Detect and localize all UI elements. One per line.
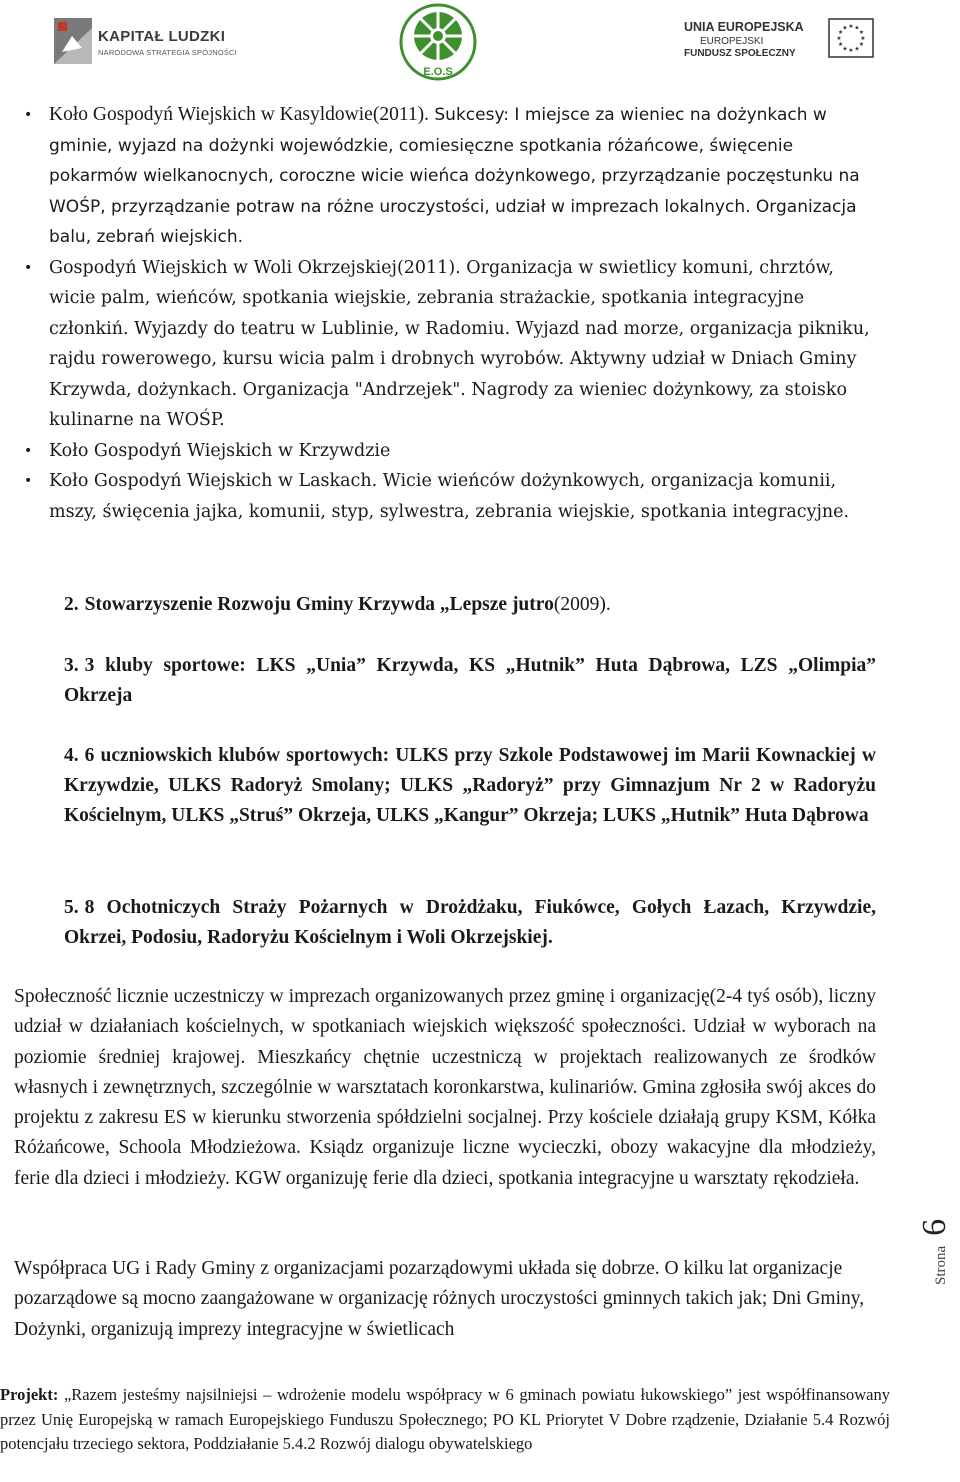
item-number: 3. [64,655,79,676]
svg-text:★: ★ [854,45,860,53]
document-body [0,100,960,527]
list-item-text: Wicie wieńców dożynkowych, organizacja komunii, mszy, święcenia jajka, komunii, styp, sylwestra, zebrania wiejskie, spotkania integracyjne. [49,471,850,522]
footer-text: „Razem jesteśmy najsilniejsi – wdrożenie modelu współpracy w 6 gminach powiatu łukowskiego” jest współfinansowany przez Unię Europejską w ramach Europejskiego Funduszu Społecznego; PO KL Priorytet V Dobre rządzenie, Działanie 5.4 Rozwój potencjału trzeciego sektora, Poddziałanie 5.4.2 Rozwój dialogu obywatelskiego [0,1385,890,1454]
list-item [0,253,960,436]
project-footer [0,1383,890,1457]
eu-logo [680,20,880,70]
item-text: 6 uczniowskich klubów sportowych: ULKS przy Szkole Podstawowej im Marii Kownackiej w Krzywdzie, ULKS Radoryż Smolany; ULKS „Radoryż” przy Gimnazjum Nr 2 w Radoryżu Kościelnym, ULKS „Struś” Okrzeja, ULKS „Kangur” Okrzeja; LUKS „Hutnik” Huta Dąbrowa [64,745,876,826]
item-text: 3 kluby sportowe: LKS „Unia” Krzywda, KS „Hutnik” Huta Dąbrowa, LZS „Olimpia” Okrzeja [64,655,876,706]
paragraph-community: Społeczność licznie uczestniczy w imprezach organizowanych przez gminę i organizację(2-4 tyś osób), liczny udział w działaniach kościelnych, w spotkaniach wiejskich większość społeczności. Udział w wyborach na poziomie średniej krajowej. Mieszkańcy chętnie uczestniczą w projektach realizowanych ze środków własnych i zewnętrznych, szczególnie w warsztatach koronkarstwa, kulinariów. Gmina zgłosiła swój akces do projektu z zakresu ES w kierunku stworzenia spółdzielni socjalnej. Przy kościele działają grupy KSM, Kółka Różańcowe, Schoola Młodzieżowa. Ksiądz organizuje liczne wycieczki, obozy wakacyjne dla młodzieży, ferie dla dzieci i młodzieży. KGW organizuję ferie dla dzieci, spotkania integracyjne u warsztaty rękodzieła. [14,986,876,1189]
item-number: 2. [64,594,79,615]
list-item [0,466,960,527]
svg-text:★: ★ [836,35,842,42]
eos-logo [398,2,478,82]
page-number-label: Strona [933,1245,949,1285]
numbered-item-4 [64,741,876,831]
list-item-text: Organizacja w swietlicy komuni, chrztów, wicie palm, wieńców, spotkania wiejskie, zebrania strażackie, spotkania integracyjne członkiń. Wyjazdy do teatru w Lublinie, w Radomiu. Wyjazd nad morze, organizacja pikniku, rajdu rowerowego, kursu wicia palm i drobnych wyrobów. Aktywny udział w Dniach Gminy Krzywda, dożynkach. Organizacja "Andrzejek". Nagrody za wieniec dożynkowy, za stoisko kulinarne na WOŚP. [49,257,870,430]
list-item-lead: Koło Gospodyń Wiejskich w Laskach. [49,471,378,491]
page-number-value: 6 [916,1218,953,1236]
svg-text:★: ★ [860,35,866,42]
item-number: 5. [64,897,79,918]
svg-text:★: ★ [858,41,865,48]
svg-text:★: ★ [842,24,848,32]
eu-logo-line2: EUROPEJSKI [700,36,764,47]
svg-text:★: ★ [848,23,854,30]
kapital-ludzki-logo [50,14,250,70]
eu-logo-line1: UNIA EUROPEJSKA [684,20,804,34]
list-item-text: Sukcesy: I miejsce za wieniec na dożynkach w gminie, wyjazd na dożynki wojewódzkie, comiesięczne spotkania różańcowe, święcenie pokarmów wielkanocnych, coroczne wicie wieńca dożynkowego, przyrządzanie poczęstunku na WOŚP, przyrządzanie potraw na różne uroczystości, udział w imprezach lokalnych. Organizacja balu, zebrań wiejskich. [49,105,860,247]
list-item-lead: Gospodyń Wiejskich w Woli Okrzejskiej(2011). [49,257,461,278]
numbered-item-2 [64,590,876,620]
svg-text:★: ★ [837,29,844,36]
kapital-ludzki-subtitle: NARODOWA STRATEGIA SPÓJNOŚCI [98,48,237,57]
footer-label: Projekt: [0,1385,59,1404]
item-text: Stowarzyszenie Rozwoju Gminy Krzywda „Lepsze jutro [84,594,554,615]
list-item-lead: Koło Gospodyń Wiejskich w Kasyldowie(2011). [49,104,429,125]
list-item [0,100,960,253]
page-number [916,1205,960,1285]
item-number: 4. [64,745,79,766]
svg-text:★: ★ [858,29,865,36]
kapital-ludzki-mark-icon [54,18,92,64]
svg-text:★: ★ [837,41,844,48]
svg-text:★: ★ [842,45,848,53]
kgw-bullet-list [0,100,960,527]
item-text: 8 Ochotniczych Straży Pożarnych w Drożdżaku, Fiukówce, Gołych Łazach, Krzywdzie, Okrzei, Podosiu, Radoryżu Kościelnym i Woli Okrzejskiej. [64,897,876,948]
list-item-lead: Koło Gospodyń Wiejskich w Krzywdzie [49,440,391,461]
kapital-ludzki-name: KAPITAŁ LUDZKI [98,28,226,45]
list-item [0,436,960,467]
eu-logo-line3: FUNDUSZ SPOŁECZNY [684,48,796,59]
svg-text:★: ★ [848,47,854,54]
svg-text:★: ★ [854,24,860,32]
eu-flag-icon [828,18,874,58]
item-tail: (2009). [553,594,611,615]
page-header [0,0,960,80]
numbered-item-3 [64,651,876,711]
eos-logo-text: E.O.S [423,66,453,78]
numbered-item-5 [64,893,876,953]
paragraph-cooperation: Współpraca UG i Rady Gminy z organizacjami pozarządowymi układa się dobrze. O kilku lat organizacje pozarządowe są mocno zaangażowane w organizację różnych uroczystości gminnych takich jak; Dni Gminy, Dożynki, organizują imprezy integracyjne w świetlicach [14,1258,865,1340]
